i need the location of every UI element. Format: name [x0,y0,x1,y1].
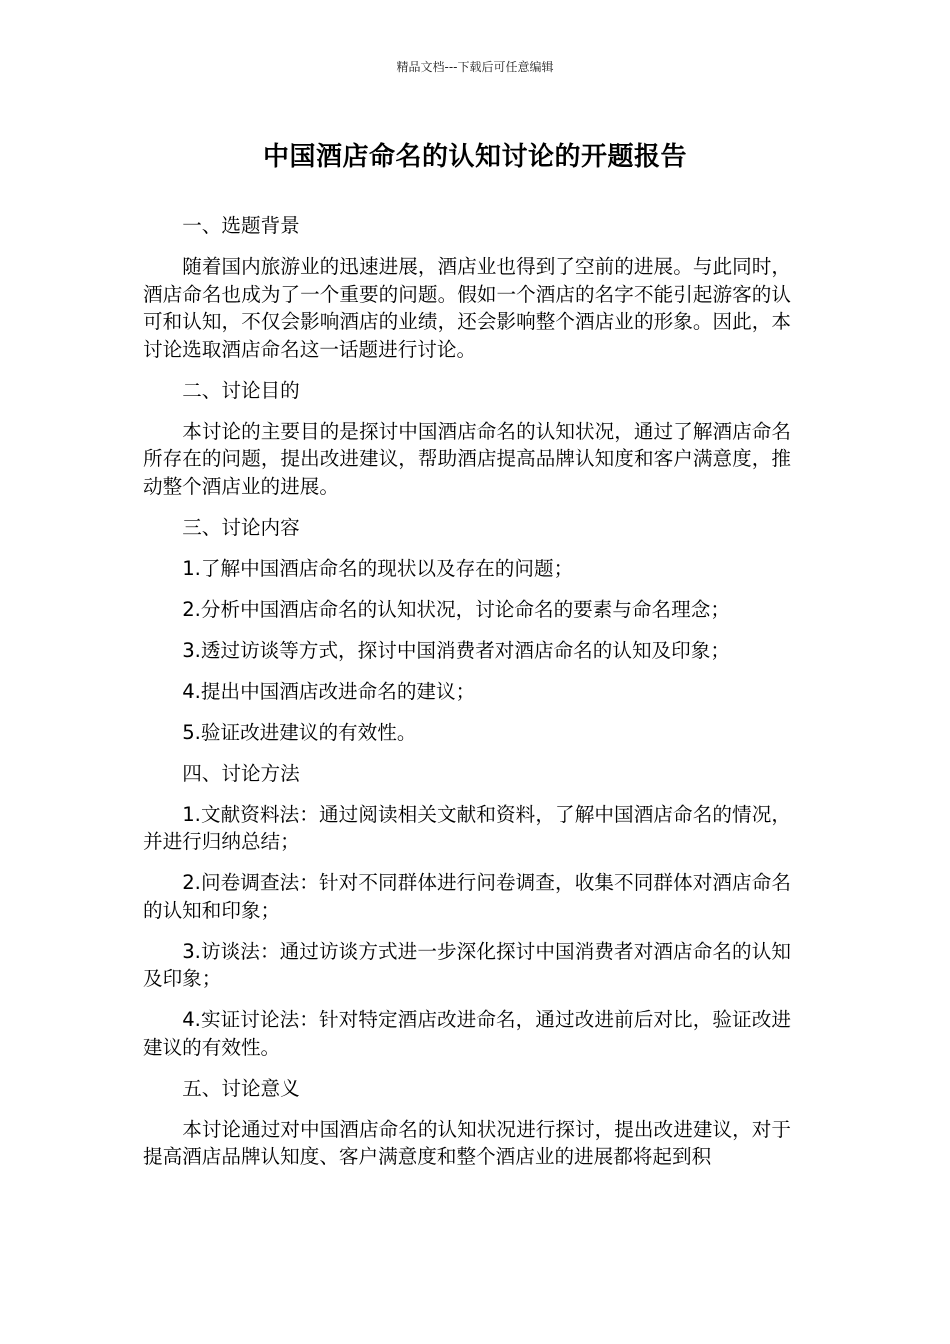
content-item-1: 1.了解中国酒店命名的现状以及存在的问题； [182,556,574,580]
document-title: 中国酒店命名的认知讨论的开题报告 [262,142,687,172]
content-item-2: 2.分析中国酒店命名的认知状况，讨论命名的要素与命名理念； [182,597,730,621]
document-body [143,212,791,1184]
method-item-1: 1.文献资料法：通过阅读相关文献和资料，了解中国酒店命名的情况，并进行归纳总结； [143,802,791,853]
paragraph-significance: 本讨论通过对中国酒店命名的认知状况进行探讨，提出改进建议，对于提高酒店品牌认知度、客户满意度和整个酒店业的进展都将起到积 [143,1117,791,1168]
method-item-3: 3.访谈法：通过访谈方式进一步深化探讨中国消费者对酒店命名的认知及印象； [143,939,791,990]
content-item-3: 3.透过访谈等方式，探讨中国消费者对酒店命名的认知及印象； [182,638,730,662]
section-heading-significance: 五、讨论意义 [182,1076,300,1100]
content-item-5: 5.验证改进建议的有效性。 [182,720,417,744]
paragraph-background: 随着国内旅游业的迅速进展，酒店业也得到了空前的进展。与此同时，酒店命名也成为了一个重要的问题。假如一个酒店的名字不能引起游客的认可和认知，不仅会影响酒店的业绩，还会影响整个酒店业的形象。因此，本讨论选取酒店命名这一话题进行讨论。 [143,255,791,361]
paragraph-purpose: 本讨论的主要目的是探讨中国酒店命名的认知状况，通过了解酒店命名所存在的问题，提出改进建议，帮助酒店提高品牌认知度和客户满意度，推动整个酒店业的进展。 [143,419,791,498]
section-heading-background: 一、选题背景 [182,214,300,237]
content-item-4: 4.提出中国酒店改进命名的建议； [182,679,476,703]
method-item-4: 4.实证讨论法：针对特定酒店改进命名，通过改进前后对比，验证改进建议的有效性。 [143,1008,791,1059]
section-heading-content: 三、讨论内容 [182,515,300,539]
section-heading-methods: 四、讨论方法 [182,761,300,785]
method-item-2: 2.问卷调查法：针对不同群体进行问卷调查，收集不同群体对酒店命名的认知和印象； [143,871,791,922]
header-note: 精品文档---下载后可任意编辑 [396,60,554,74]
section-heading-purpose: 二、讨论目的 [182,378,300,402]
